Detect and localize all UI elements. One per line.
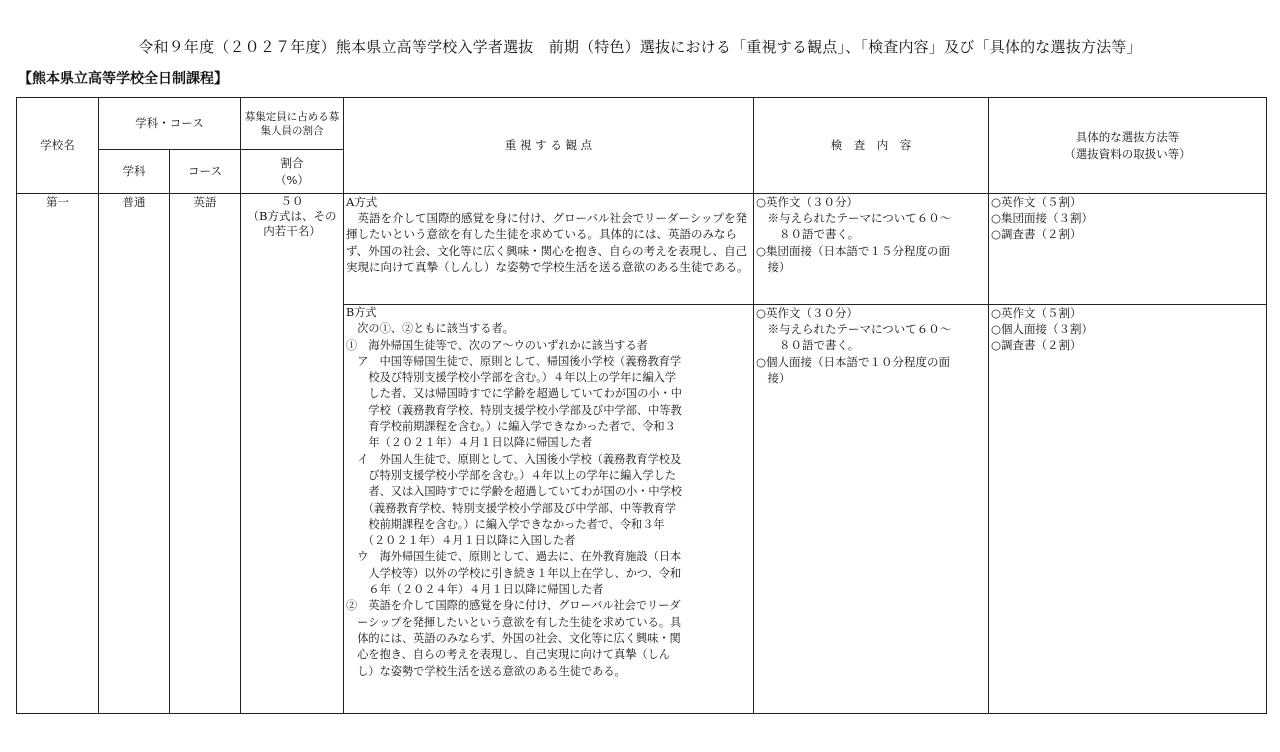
document-title: 令和９年度（２０２７年度）熊本県立高等学校入学者選抜 前期（特色）選抜における「重視する観点」、「検査内容」及び「具体的な選抜方法等」 — [138, 38, 1142, 56]
cell-method-b: ○英作文（５割） ○個人面接（３割） ○調査書（２割） — [989, 305, 1267, 714]
cell-method-a: ○英作文（５割） ○集団面接（３割） ○調査書（２割） — [989, 194, 1267, 305]
cell-school: 第一 — [17, 194, 99, 714]
section-label: 【熊本県立高等学校全日制課程】 — [18, 71, 228, 87]
cell-viewpoint-a: A方式 英語を介して国際的感覚を身に付け、グローバル社会でリーダーシップを発揮したいという意欲を有した生徒を求めている。具体的には、英語のみならず、外国の社会、文化等に広く興味・関心を抱き、自らの考えを表現し、自己実現に向けて真摯（しんし）な姿勢で学校生活を送る意欲のある生徒である。 — [344, 194, 754, 305]
cell-exam-a: ○英作文（３０分） ※与えられたテーマについて６０～ ８０語で書く。 ○集団面接（日本語で１５分程度の面 接） — [754, 194, 989, 305]
header-viewpoint: 重 視 す る 観 点 — [344, 98, 754, 194]
header-quota: 募集定員に占める募集人員の割合 — [241, 98, 344, 150]
cell-viewpoint-b: B方式 次の①、②ともに該当する者。 ① 海外帰国生徒等で、次のア～ウのいずれかに該当する者 ア 中国等帰国生徒で、原則として、帰国後小学校（義務教育学 校及び特別支援学校小学部を含む。）４年以上の学年に編入学 した者、又は帰国時すでに学齢を超過していてわが国の小・中 学校（義務教育学校、特別支援学校小学部及び中学部、中等教 育学校前期課程を含む。）に編入学できなかった者で、令和３ 年（２０２１年）４月１日以降に帰国した者 イ 外国人生徒で、原則として、入国後小学校（義務教育学校及 び特別支援学校小学部を含む。）４年以上の学年に編入学した 者、又は入国時すでに学齢を超過していてわが国の小・中学校 （義務教育学校、特別支援学校小学部及び中学部、中等教育学 校前期課程を含む。）に編入学できなかった者で、令和３年 （２０２１年）４月１日以降に入国した者 ウ 海外帰国生徒で、原則として、過去に、在外教育施設（日本 人学校等）以外の学校に引き続き１年以上在学し、かつ、令和 ６年（２０２４年）４月１日以降に帰国した者 ② 英語を介して国際的感覚を身に付け、グローバル社会でリーダ ーシップを発揮したいという意欲を有した生徒を求めている。具 体的には、英語のみならず、外国の社会、文化等に広く興味・関 心を抱き、自らの考えを表現し、自己実現に向けて真摯（しん し）な姿勢で学校生活を送る意欲のある生徒である。 — [344, 305, 754, 714]
cell-ratio: ５０ （B方式は、その内若干名） — [241, 194, 344, 714]
header-ratio: 割合 （%） — [241, 150, 344, 194]
selection-table — [16, 97, 1267, 714]
cell-dept: 普通 — [99, 194, 170, 714]
header-dept-course: 学科・コース — [99, 98, 241, 150]
header-method: 具体的な選抜方法等 （選抜資料の取扱い等） — [989, 98, 1267, 194]
cell-course: 英語 — [170, 194, 241, 714]
header-school: 学校名 — [17, 98, 99, 194]
header-exam: 検 査 内 容 — [754, 98, 989, 194]
header-course: コース — [170, 150, 241, 194]
cell-exam-b: ○英作文（３０分） ※与えられたテーマについて６０～ ８０語で書く。 ○個人面接（日本語で１０分程度の面 接） — [754, 305, 989, 714]
header-dept: 学科 — [99, 150, 170, 194]
